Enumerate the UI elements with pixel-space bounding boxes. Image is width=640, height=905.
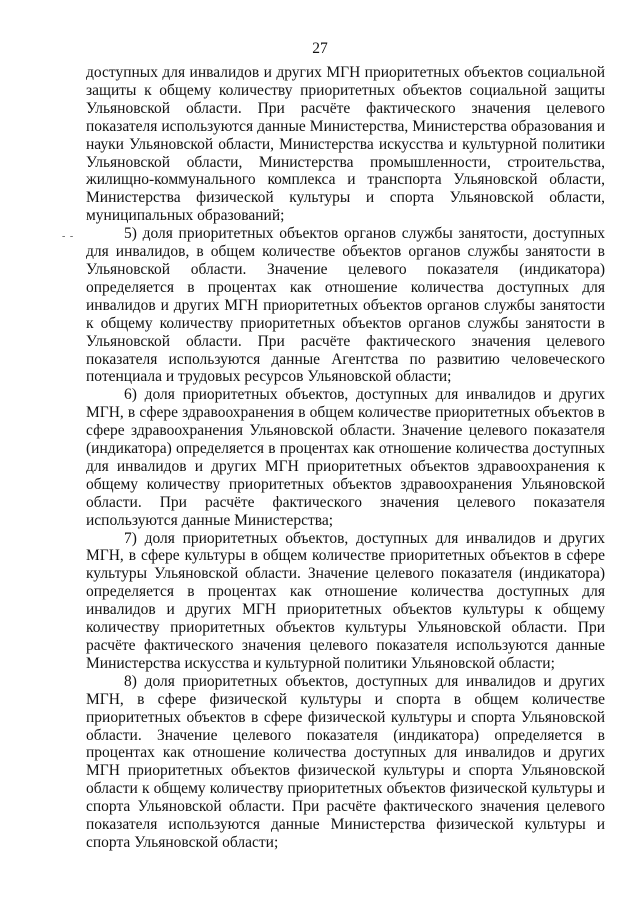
paragraph-culture: 7) доля приоритетных объектов, доступных для инвалидов и других МГН, в сфере культуры в общем количестве приоритетных объектов в сфере культуры Ульяновской области. Значение целевого показателя (индикатора) определяется в процентах как отношение количества доступных для инвалидов и других МГН приоритетных объектов культуры к общему количеству приоритетных объектов культуры Ульяновской области. При расчёте фактического значения целевого показателя используются данные Министерства искусства и культурной политики Ульяновской области; (86, 529, 605, 672)
body-text (86, 64, 605, 852)
paragraph-employment-service: 5) доля приоритетных объектов органов службы занятости, доступных для инвалидов, в общем количестве объектов органов службы занятости в Ульяновской области. Значение целевого показателя (индикатора) определяется в процентах как отношение количества доступных для инвалидов и других МГН приоритетных объектов органов службы занятости к общему количеству приоритетных объектов органов службы занятости в Ульяновской области. При расчёте фактического значения целевого показателя используются данные Агентства по развитию человеческого потенциала и трудовых ресурсов Ульяновской области; (86, 225, 605, 386)
paragraph-healthcare: 6) доля приоритетных объектов, доступных для инвалидов и других МГН, в сфере здравоохранения в общем количестве приоритетных объектов в сфере здравоохранения Ульяновской области. Значение целевого показателя (индикатора) определяется в процентах как отношение количества доступных для инвалидов и других МГН приоритетных объектов здравоохранения к общему количеству приоритетных объектов здравоохранения Ульяновской области. При расчёте фактического значения целевого показателя используются данные Министерства; (86, 386, 605, 529)
page-number: 27 (312, 40, 328, 57)
paragraph-sport: 8) доля приоритетных объектов, доступных для инвалидов и других МГН, в сфере физической культуры и спорта в общем количестве приоритетных объектов в сфере физической культуры и спорта Ульяновской области. Значение целевого показателя (индикатора) определяется в процентах как отношение количества доступных для инвалидов и других МГН приоритетных объектов физической культуры и спорта Ульяновской области к общему количеству приоритетных объектов физической культуры и спорта Ульяновской области. При расчёте фактического значения целевого показателя используются данные Министерства физической культуры и спорта Ульяновской области; (86, 672, 605, 851)
scan-mark: - - (62, 231, 75, 242)
paragraph-social-protection: доступных для инвалидов и других МГН приоритетных объектов социальной защиты к общему количеству приоритетных объектов социальной защиты Ульяновской области. При расчёте фактического значения целевого показателя используются данные Министерства, Министерства образования и науки Ульяновской области, Министерства искусства и культурной политики Ульяновской области, Министерства промышленности, строительства, жилищно-коммунального комплекса и транспорта Ульяновской области, Министерства физической культуры и спорта Ульяновской области, муниципальных образований; (86, 64, 605, 225)
